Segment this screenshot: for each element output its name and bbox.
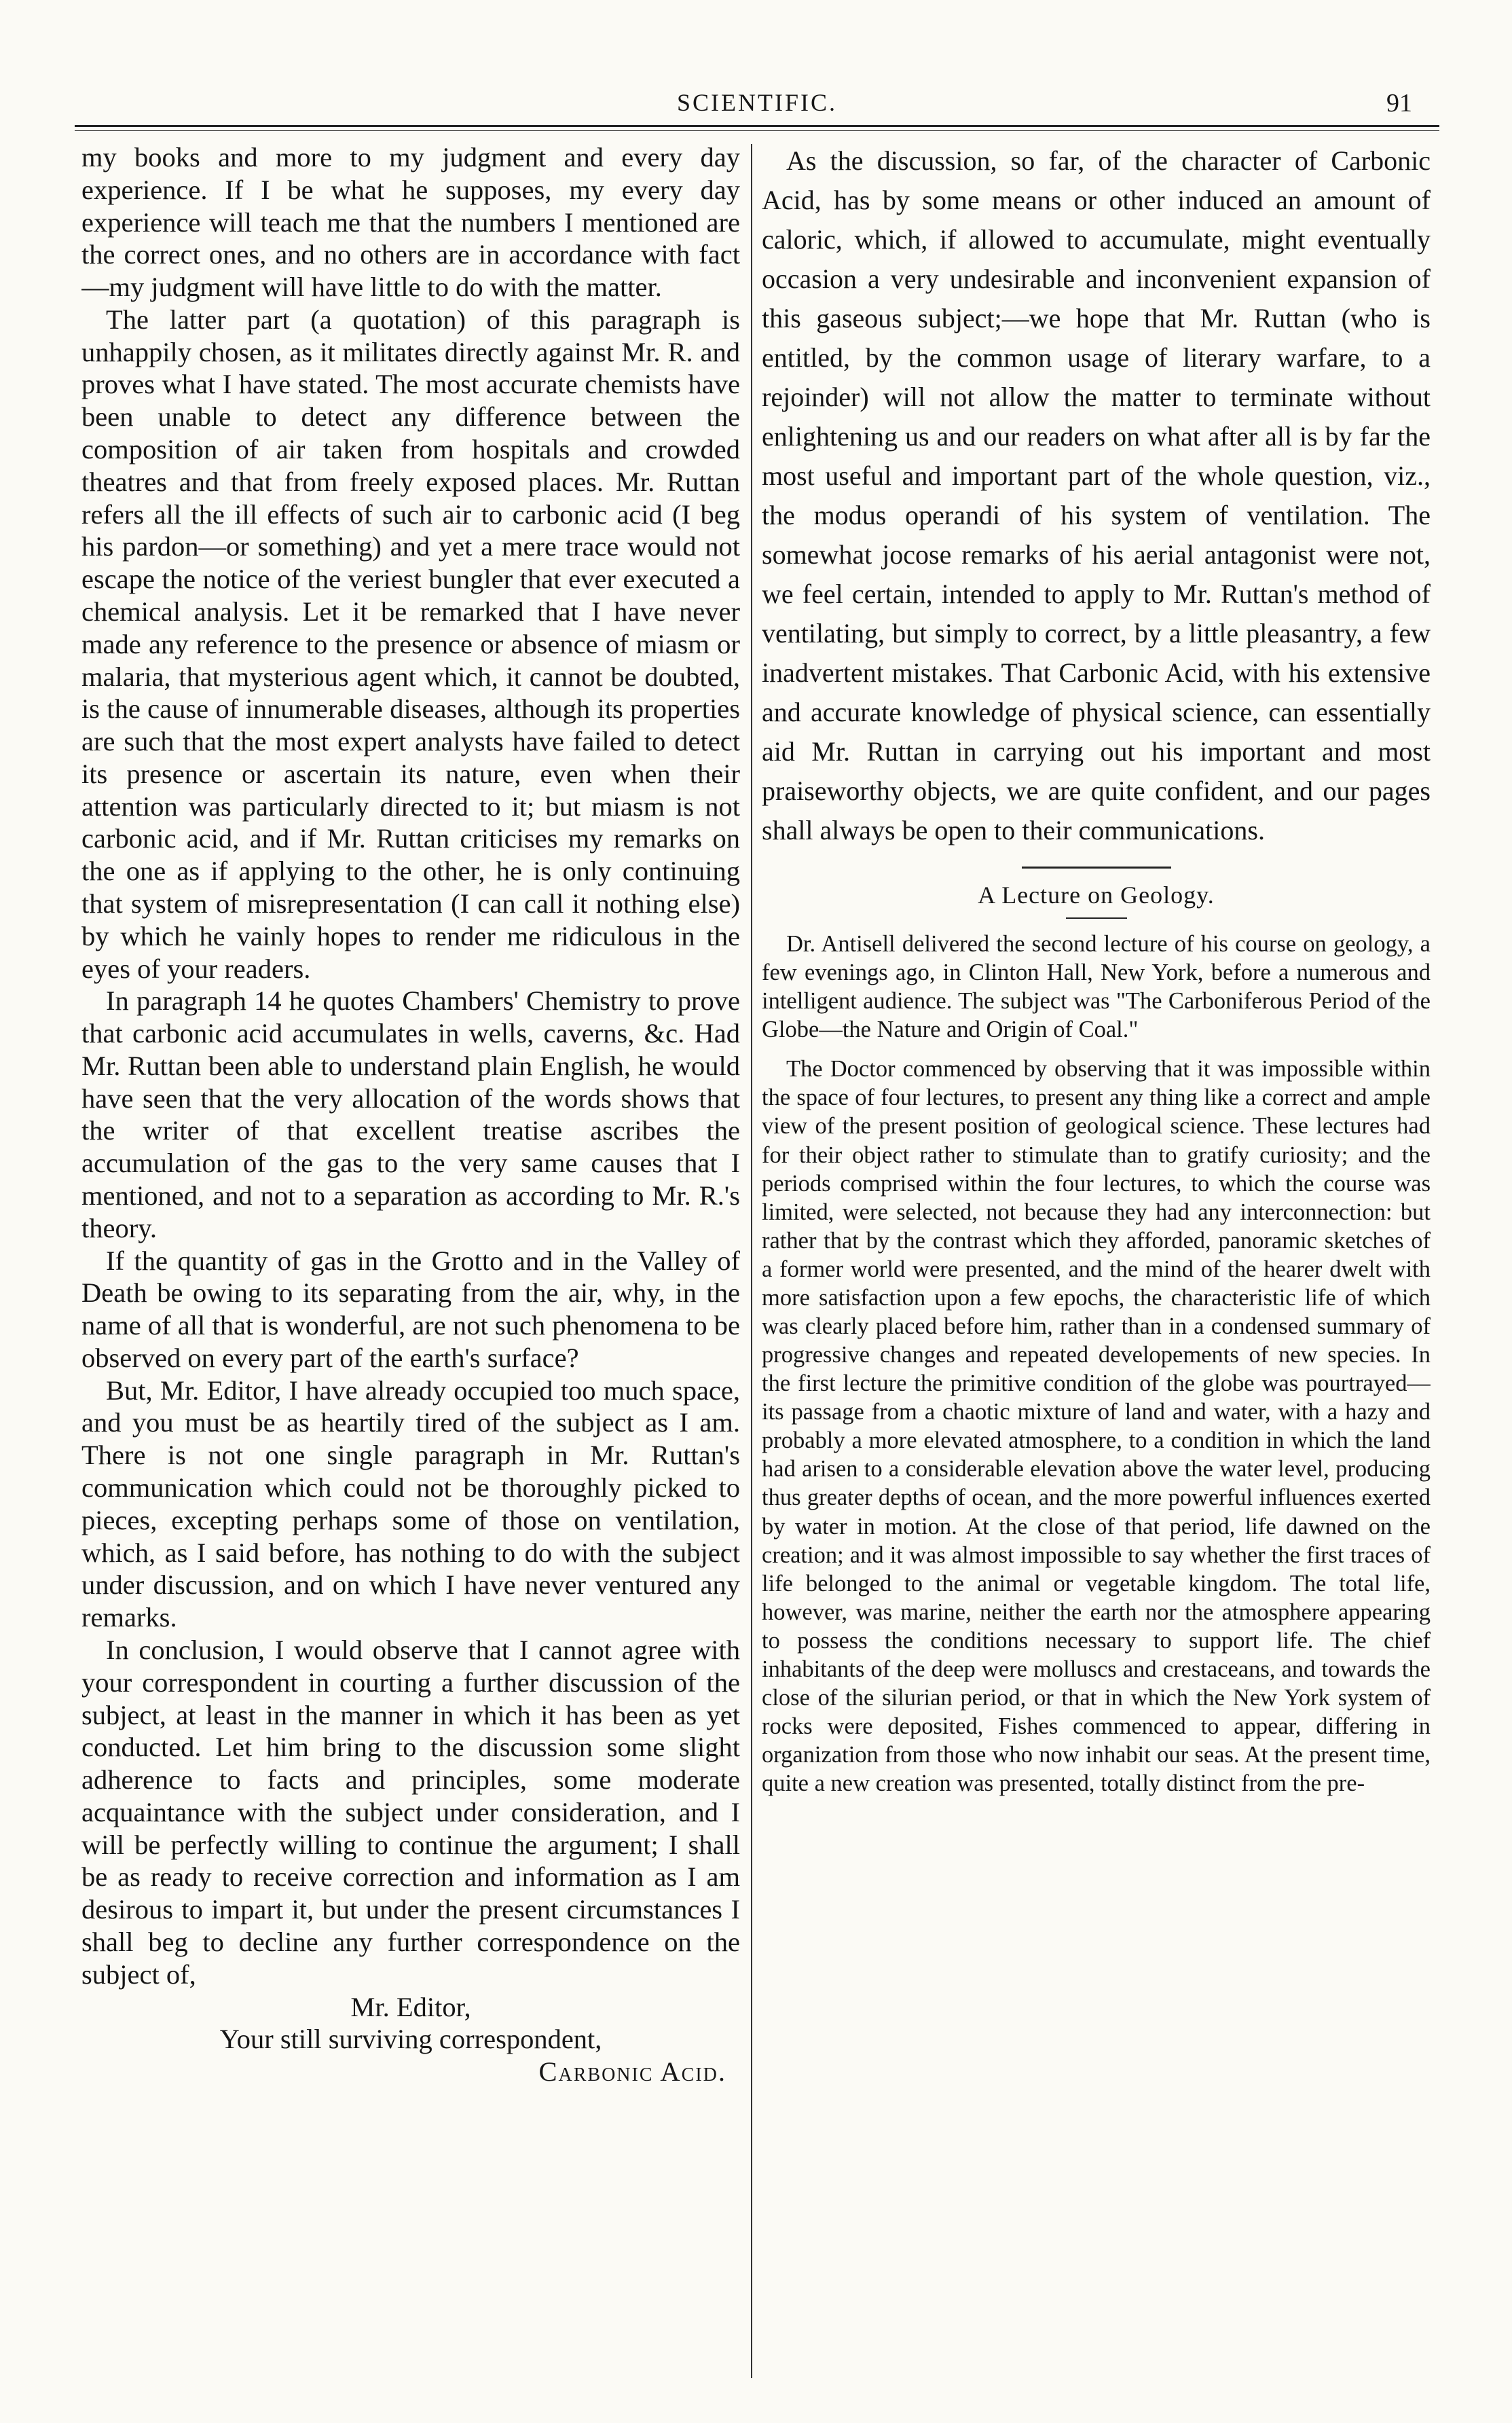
heading-rule (1066, 917, 1127, 919)
signature-closing: Your still surviving correspondent, (219, 2024, 602, 2055)
letter-paragraph: In paragraph 14 he quotes Chambers' Chemistry to prove that carbonic acid accumulates in wells, caverns, &c. Had Mr. Ruttan been able to understand plain English, he would have seen that the very allocation of the words shows that the writer of that excellent treatise ascribes the accumulation of the gas to the very same causes that I mentioned, and not to a separation as according to Mr. R.'s theory. (81, 985, 740, 1243)
page-number: 91 (1386, 89, 1412, 117)
left-column (81, 141, 740, 2396)
right-column (762, 141, 1431, 2396)
article-heading: A Lecture on Geology. (978, 881, 1215, 909)
article-paragraph: The Doctor commenced by observing that it was impossible within the space of four lectures, to present any thing like a correct and ample view of the present position of geological science. These lectures had for their object rather to stimulate than to gratify curiosity; and the periods comprised within the four lectures, to which the course was limited, were selected, not because they had any interconnection: but rather that by the contrast which they afforded, panoramic sketches of a former world were presented, and the mind of the hearer dwelt with more satisfaction upon a few epochs, the characteristic life of which was clearly placed before him, rather than in a condensed summary of progressive changes and repeated developements of new species. In the first lecture the primitive condition of the globe was pourtrayed—its passage from a chaotic mixture of land and water, with a hazy and probably a more elevated atmosphere, to a condition in which the land had arisen to a considerable elevation above the water level, producing thus greater depths of ocean, and the more powerful influences exerted by water in motion. At the close of that period, life dawned on the creation; and it was almost impossible to say whether the first traces of life belonged to the animal or vegetable kingdom. The total life, however, was marine, neither the earth nor the atmosphere appearing to possess the conditions necessary to support life. The chief inhabitants of the deep were molluscs and crestaceans, and towards the close of the silurian period, or that in which the New York system of rocks were deposited, Fishes commenced to appear, differing in organization from those who now inhabit our seas. At the present time, quite a new creation was presented, totally distinct from the pre- (762, 1056, 1431, 1797)
header-rule-thin (75, 130, 1439, 131)
letter-paragraph: my books and more to my judgment and every day experience. If I be what he supposes, my every day experience will teach me that the numbers I mentioned are the correct ones, and no others are in accordance with fact—my judgment will have little to do with the matter. (81, 142, 740, 303)
signature-salutation: Mr. Editor, (350, 1991, 471, 2022)
letter-paragraph: If the quantity of gas in the Grotto and in the Valley of Death be owing to its separating from the air, why, in the name of all that is wonderful, are not such phenomena to be observed on every part of the earth's surface? (81, 1245, 740, 1373)
column-divider (751, 144, 752, 2378)
page-header (75, 80, 1439, 132)
running-title: SCIENTIFIC. (676, 89, 837, 116)
letter-paragraph: The latter part (a quotation) of this paragraph is unhappily chosen, as it militates directly against Mr. R. and proves what I have stated. The most accurate chemists have been unable to detect any difference between the composition of air taken from hospitals and crowded theatres and that from freely exposed places. Mr. Ruttan refers all the ill effects of such air to carbonic acid (I beg his pardon—or something) and yet a mere trace would not escape the notice of the veriest bungler that ever executed a chemical analysis. Let it be remarked that I have never made any reference to the presence or absence of miasm or malaria, that mysterious agent which, it cannot be doubted, is the cause of innumerable diseases, although its properties are such that the most expert analysts have failed to detect its presence or ascertain its nature, even when their attention was particularly directed to it; but miasm is not carbonic acid, and if Mr. Ruttan criticises my remarks on the one as if applying to the other, he is only continuing that system of misrepresentation (I can call it nothing else) by which he vainly hopes to render me ridiculous in the eyes of your readers. (81, 304, 740, 984)
letter-paragraph: In conclusion, I would observe that I cannot agree with your correspondent in courting a further discussion of the subject, at least in the manner in which it has been as yet conducted. Let him bring to the discussion some slight adherence to facts and principles, some moderate acquaintance with the subject under consideration, and I will be perfectly willing to continue the argument; I shall be as ready to receive correction and information as I am desirous to impart it, but under the present circumstances I shall beg to decline any further correspondence on the subject of, (81, 1634, 740, 1990)
letter-paragraph: But, Mr. Editor, I have already occupied too much space, and you must be as heartily tired of the subject as I am. There is not one single paragraph in Mr. Ruttan's communication which could not be thoroughly picked to pieces, excepting perhaps some of those on ventilation, which, as I said before, has nothing to do with the subject under discussion, and on which I have never ventured any remarks. (81, 1374, 740, 1633)
signature-name: Carbonic Acid. (538, 2056, 726, 2088)
header-rule-thick (75, 125, 1439, 127)
article-paragraph: Dr. Antisell delivered the second lecture of his course on geology, a few evenings ago, in Clinton Hall, New York, before a numerous and intelligent audience. The subject was "The Carboniferous Period of the Globe—the Nature and Origin of Coal." (762, 931, 1431, 1043)
section-separator (1022, 867, 1171, 869)
editorial-note: As the discussion, so far, of the character of Carbonic Acid, has by some means or other induced an amount of caloric, which, if allowed to accumulate, might eventually occasion a very undesirable and inconvenient expansion of this gaseous subject;—we hope that Mr. Ruttan (who is entitled, by the common usage of literary warfare, to a rejoinder) will not allow the matter to terminate without enlightening us and our readers on what after all is by far the most useful and important part of the whole question, viz., the modus operandi of his system of ventilation. The somewhat jocose remarks of his aerial antagonist were not, we feel certain, intended to apply to Mr. Ruttan's method of ventilating, but simply to correct, by a little pleasantry, a few inadvertent mistakes. That Carbonic Acid, with his extensive and accurate knowledge of physical science, can essentially aid Mr. Ruttan in carrying out his important and most praiseworthy objects, we are quite confident, and our pages shall always be open to their communications. (762, 145, 1431, 845)
signature-block (81, 1991, 740, 2088)
